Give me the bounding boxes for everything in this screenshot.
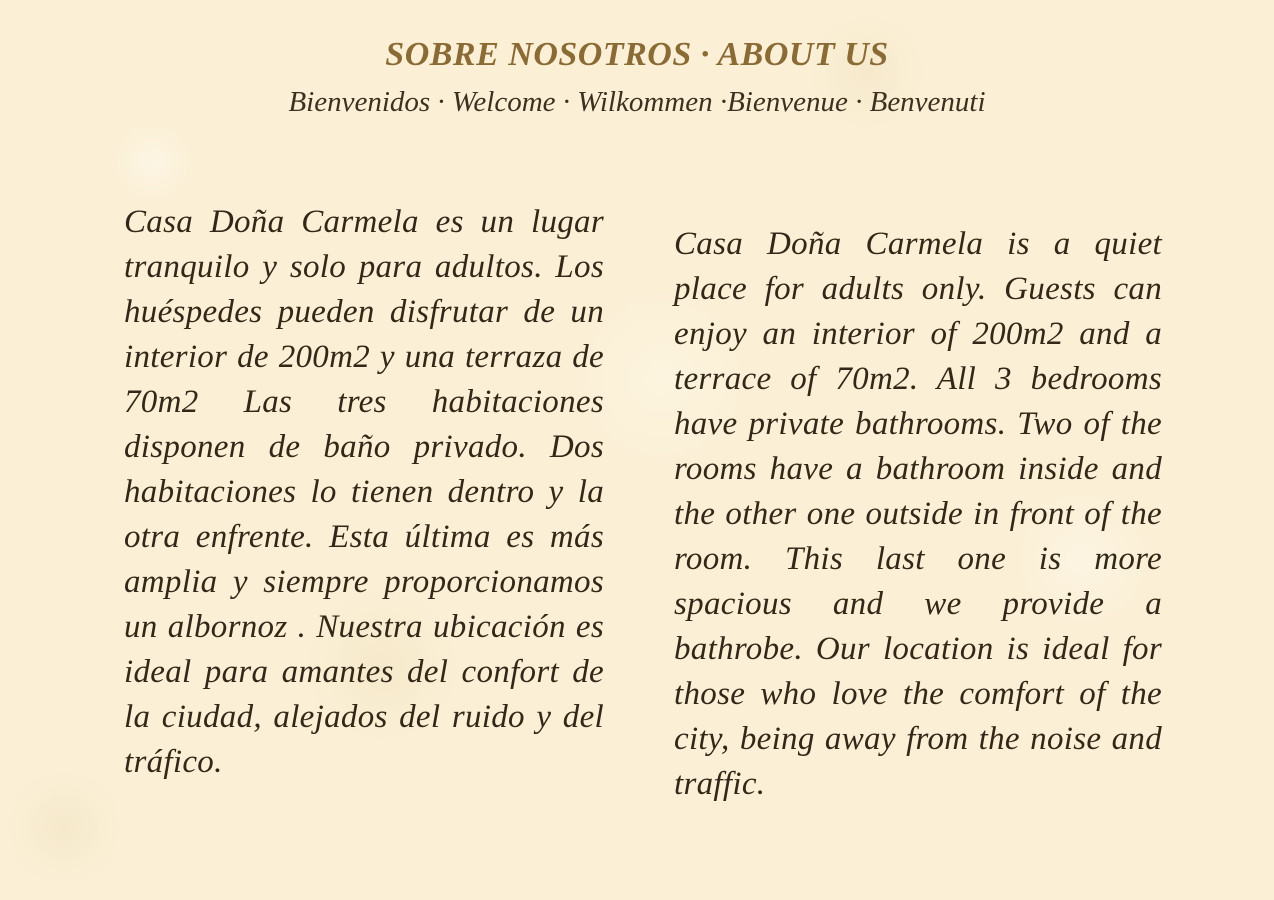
- welcome-subtitle: Bienvenidos · Welcome · Wilkommen ·Bienvenue · Benvenuti: [288, 86, 986, 118]
- english-description: Casa Doña Carmela is a quiet place for adults only. Guests can enjoy an interior of 200m2 and a terrace of 70m2. All 3 bedrooms have private bathrooms. Two of the rooms have a bathroom inside and the other one outside in front of the room. This last one is more spacious and we provide a bathrobe. Our location is ideal for those who love the comfort of the city, being away from the noise and traffic.: [674, 226, 1162, 802]
- spanish-description: Casa Doña Carmela es un lugar tranquilo y solo para adultos. Los huéspedes pueden disfrutar de un interior de 200m2 y una terraza de 70m2 Las tres habitaciones disponen de baño privado. Dos habitaciones lo tienen dentro y la otra enfrente. Esta última es más amplia y siempre proporcionamos un albornoz . Nuestra ubicación es ideal para amantes del confort de la ciudad, alejados del ruido y del tráfico.: [124, 204, 604, 780]
- page-header: [0, 36, 1274, 118]
- page-title: SOBRE NOSOTROS · ABOUT US: [385, 36, 889, 73]
